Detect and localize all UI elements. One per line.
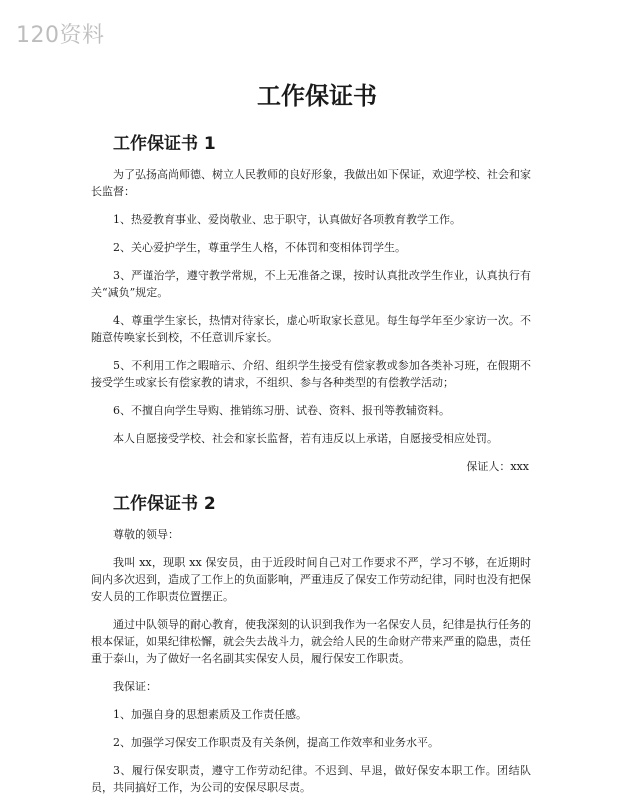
salutation: 尊敬的领导： [113,528,179,541]
section-1-paragraph: 2、关心爱护学生，尊重学生人格，不体罚和变相体罚学生。 [113,241,406,254]
document-body [91,68,531,807]
section-2-paragraph: 我保证： [113,680,157,693]
section-1-paragraph: 本人自愿接受学校、社会和家长监督，若有违反以上承诺，自愿接受相应处罚。 [113,432,498,445]
section-2-heading: 工作保证书 2 [113,494,216,514]
section-2-paragraph: 通过中队领导的耐心教育，使我深刻的认识到我作为一名保安人员，纪律是执行任务的根本保证，如果纪律松懈，就会失去战斗力，就会给人民的生命财产带来严重的隐患，责任重于泰山，为了做好一名名副其实保安人员，履行保安工作职责。 [91,618,531,665]
document-title: 工作保证书 [257,82,377,110]
section-2-paragraph: 2、加强学习保安工作职责及有关条例，提高工作效率和业务水平。 [113,736,439,749]
watermark: 120资料 [16,23,105,48]
section-1-heading: 工作保证书 1 [113,134,216,154]
section-1-paragraph: 6、不擅自向学生导购、推销练习册、试卷、资料、报刊等教辅资料。 [113,404,450,417]
section-2-paragraph: 3、履行保安职责，遵守工作劳动纪律。不迟到、早退，做好保安本职工作。团结队员，共同搞好工作，为公司的安保尽职尽责。 [91,764,531,794]
signature: 保证人：xxx [466,460,529,473]
section-2-paragraph: 1、加强自身的思想素质及工作责任感。 [113,708,307,721]
section-1-paragraph: 5、不利用工作之暇暗示、介绍、组织学生接受有偿家教或参加各类补习班，在假期不接受学生或家长有偿家教的请求，不组织、参与各种类型的有偿教学活动； [91,359,531,389]
section-1-paragraph: 1、热爱教育事业、爱岗敬业、忠于职守，认真做好各项教育教学工作。 [113,213,461,226]
section-1-paragraph: 3、严谨治学，遵守教学常规，不上无准备之课，按时认真批改学生作业，认真执行有关“减负”规定。 [91,269,531,299]
section-1-paragraph: 为了弘扬高尚师德、树立人民教师的良好形象，我做出如下保证，欢迎学校、社会和家长监督： [91,168,531,198]
section-1-paragraph: 4、尊重学生家长，热情对待家长，虚心听取家长意见。每生每学年至少家访一次。不随意传唤家长到校，不任意训斥家长。 [91,314,531,344]
section-2-paragraph: 我叫 xx，现职 xx 保安员，由于近段时间自己对工作要求不严，学习不够，在近期时间内多次迟到，造成了工作上的负面影响，严重违反了保安工作劳动纪律，同时也没有把保安人员的工作职责位置摆正。 [91,556,531,603]
